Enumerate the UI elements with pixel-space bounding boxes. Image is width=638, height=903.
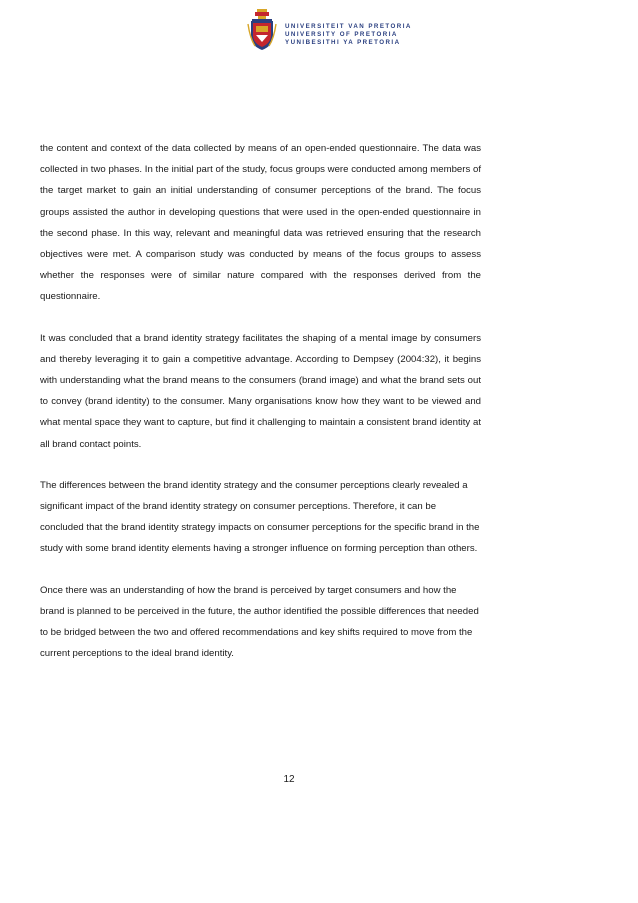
paragraph-methodology: the content and context of the data collected by means of an open-ended questionnaire. The data was collected in two phases. In the initial part of the study, focus groups were conducted among members of the target market to gain an initial understanding of consumer perceptions of the brand. The focus groups assisted the author in developing questions that were used in the open-ended questionnaire in the second phase. In this way, relevant and meaningful data was retrieved ensuring that the research objectives were met. A comparison study was conducted by means of the focus groups to assess whether the responses were of similar nature compared with the responses derived from the questionnaire. xyxy=(40,143,481,303)
paragraph-recommendations: Once there was an understanding of how the brand is perceived by target consumers and how the brand is planned to be perceived in the future, the author identified the possible differences that needed to be bridged between the two and offered recommendations and key shifts required to move from the current perceptions to the ideal brand identity. xyxy=(40,584,479,660)
university-crest-icon xyxy=(247,8,277,52)
document-body xyxy=(40,138,481,684)
page-number: 12 xyxy=(283,774,295,785)
paragraph-differences: The differences between the brand identity strategy and the consumer perceptions clearly revealed a significant impact of the brand identity strategy on consumer perceptions. Therefore, it can be concluded that the brand identity strategy impacts on consumer perceptions for the specific brand in the study with some brand identity elements having a stronger influence on forming perception than others. xyxy=(40,479,480,555)
university-names xyxy=(285,23,412,48)
university-name-afrikaans: UNIVERSITEIT VAN PRETORIA xyxy=(285,23,412,30)
university-name-sepedi: YUNIBESITHI YA PRETORIA xyxy=(285,39,401,47)
university-name-english: UNIVERSITY OF PRETORIA xyxy=(285,31,398,39)
paragraph-conclusion: It was concluded that a brand identity strategy facilitates the shaping of a mental image by consumers and thereby leveraging it to gain a competitive advantage. According to Dempsey (2004:32), it begins with understanding what the brand means to the consumers (brand image) and what the brand sets out to convey (brand identity) to the consumer. Many organisations know how they want to be viewed and what mental space they want to capture, but find it challenging to maintain a consistent brand identity at all brand contact points. xyxy=(40,332,481,450)
university-logo xyxy=(247,8,412,54)
